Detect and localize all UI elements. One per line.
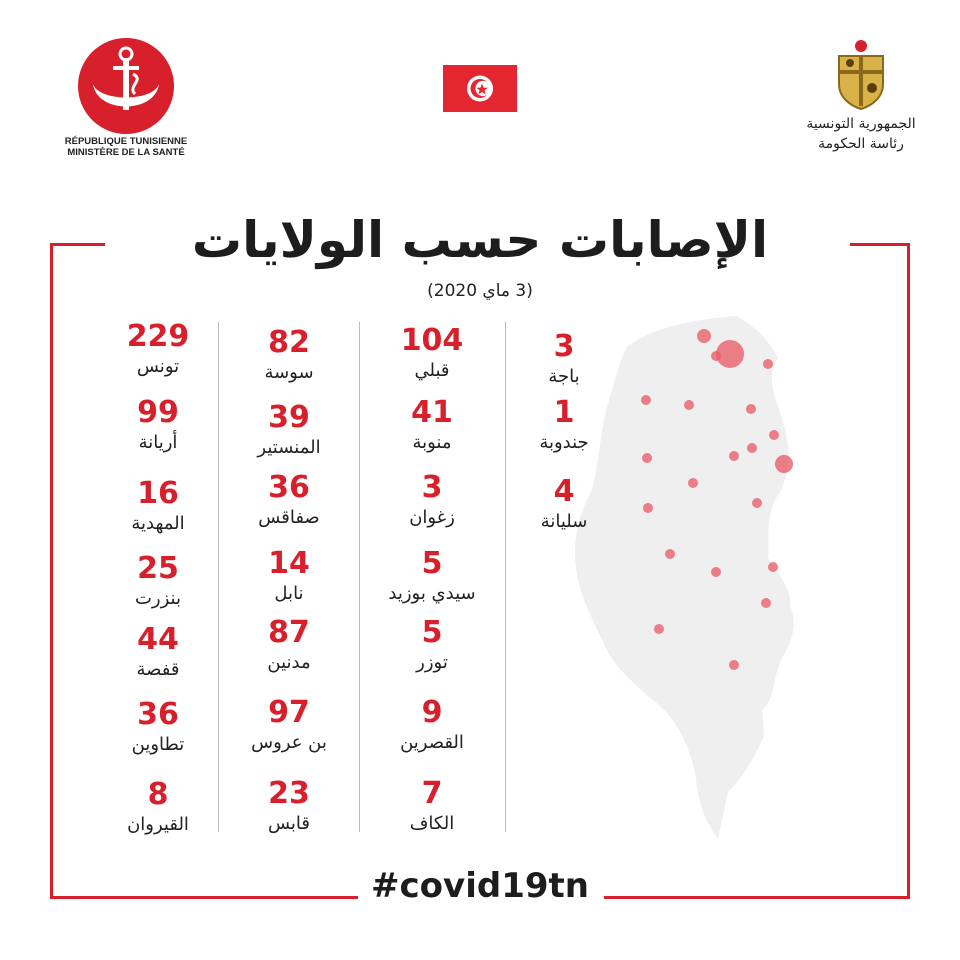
case-count: 4 [553, 474, 575, 509]
government-line-1: الجمهورية التونسية [806, 116, 916, 132]
governorate-stat [88, 778, 228, 838]
governorate-name: توزر [416, 652, 448, 673]
frame-top-left-line [50, 243, 105, 246]
governorate-name: المنستير [257, 437, 321, 458]
governorate-stat [362, 616, 502, 676]
governorate-stat [219, 326, 359, 386]
governorate-stat [362, 324, 502, 384]
coat-of-arms-icon [831, 38, 891, 110]
government-logo [790, 38, 932, 154]
case-count: 1 [553, 395, 575, 430]
case-count: 5 [421, 615, 443, 650]
case-count: 25 [137, 551, 179, 586]
case-count: 9 [421, 695, 443, 730]
governorate-stat [362, 547, 502, 607]
governorate-name: القصرين [400, 732, 464, 753]
governorate-stat [219, 547, 359, 607]
page-title: الإصابات حسب الولايات [191, 211, 769, 269]
governorate-stat [219, 471, 359, 531]
governorate-stat [88, 396, 228, 456]
case-count: 97 [268, 695, 310, 730]
governorate-name: نابل [274, 583, 304, 604]
governorate-name: قابس [267, 813, 311, 834]
case-count: 3 [553, 329, 575, 364]
hashtag: #covid19tn [371, 866, 589, 906]
frame-bottom-left-line [50, 896, 358, 899]
frame-top-right-line [850, 243, 910, 246]
case-count: 82 [268, 325, 310, 360]
governorate-stat [362, 471, 502, 531]
case-count: 16 [137, 476, 179, 511]
governorate-name: الكاف [409, 813, 455, 834]
governorate-name: منوبة [412, 432, 452, 453]
frame-bottom-right-line [604, 896, 910, 899]
case-count: 87 [268, 615, 310, 650]
map-shape [575, 316, 794, 838]
ministry-line-1: RÉPUBLIQUE TUNISIENNE [64, 136, 188, 147]
case-count: 3 [421, 470, 443, 505]
page-subtitle: (3 ماي 2020) [427, 281, 533, 301]
case-count: 39 [268, 400, 310, 435]
case-count: 36 [137, 697, 179, 732]
anchor-crescent-icon [71, 36, 181, 136]
ministry-line-2: MINISTÈRE DE LA SANTÉ [67, 147, 185, 158]
governorate-name: باجة [548, 366, 580, 387]
government-line-2: رئاسة الحكومة [818, 136, 904, 152]
column-divider-2 [359, 322, 360, 832]
governorate-name: بن عروس [251, 732, 327, 753]
governorate-stat [88, 698, 228, 758]
case-count: 5 [421, 546, 443, 581]
governorate-stat [219, 696, 359, 756]
governorate-name: بنزرت [134, 588, 181, 609]
case-count: 104 [400, 323, 464, 358]
governorate-name: المهدية [131, 513, 185, 534]
case-count: 44 [137, 622, 179, 657]
governorate-name: مدنين [267, 652, 311, 673]
case-count: 14 [268, 546, 310, 581]
governorate-name: القيروان [127, 814, 189, 835]
governorate-name: تطاوين [131, 734, 185, 755]
ministry-logo [56, 36, 196, 158]
case-count: 229 [126, 319, 190, 354]
governorate-name: سوسة [264, 362, 314, 383]
case-count: 36 [268, 470, 310, 505]
governorate-stat [88, 477, 228, 537]
governorate-stat [362, 696, 502, 756]
governorate-stat [88, 552, 228, 612]
governorate-stat [219, 777, 359, 837]
governorate-name: سليانة [540, 511, 588, 532]
case-count: 41 [411, 395, 453, 430]
case-count: 23 [268, 776, 310, 811]
case-count: 99 [137, 395, 179, 430]
governorate-name: قبلي [414, 360, 450, 381]
governorate-stat [88, 623, 228, 683]
tunisia-flag-icon [443, 65, 517, 112]
governorate-stat [219, 401, 359, 461]
governorate-stat [494, 396, 634, 456]
governorate-stat [362, 777, 502, 837]
governorate-name: قفصة [136, 659, 180, 680]
governorate-name: سيدي بوزيد [388, 583, 476, 604]
governorate-name: جندوبة [539, 432, 589, 453]
governorate-name: صفاقس [258, 507, 320, 528]
governorate-stat [494, 475, 634, 535]
governorate-stat [494, 330, 634, 390]
governorate-name: زغوان [409, 507, 455, 528]
governorate-name: أريانة [138, 432, 178, 453]
case-count: 8 [147, 777, 169, 812]
case-count: 7 [421, 776, 443, 811]
governorate-stat [88, 320, 228, 380]
governorate-stat [219, 616, 359, 676]
governorate-stat [362, 396, 502, 456]
governorate-name: تونس [136, 356, 180, 377]
